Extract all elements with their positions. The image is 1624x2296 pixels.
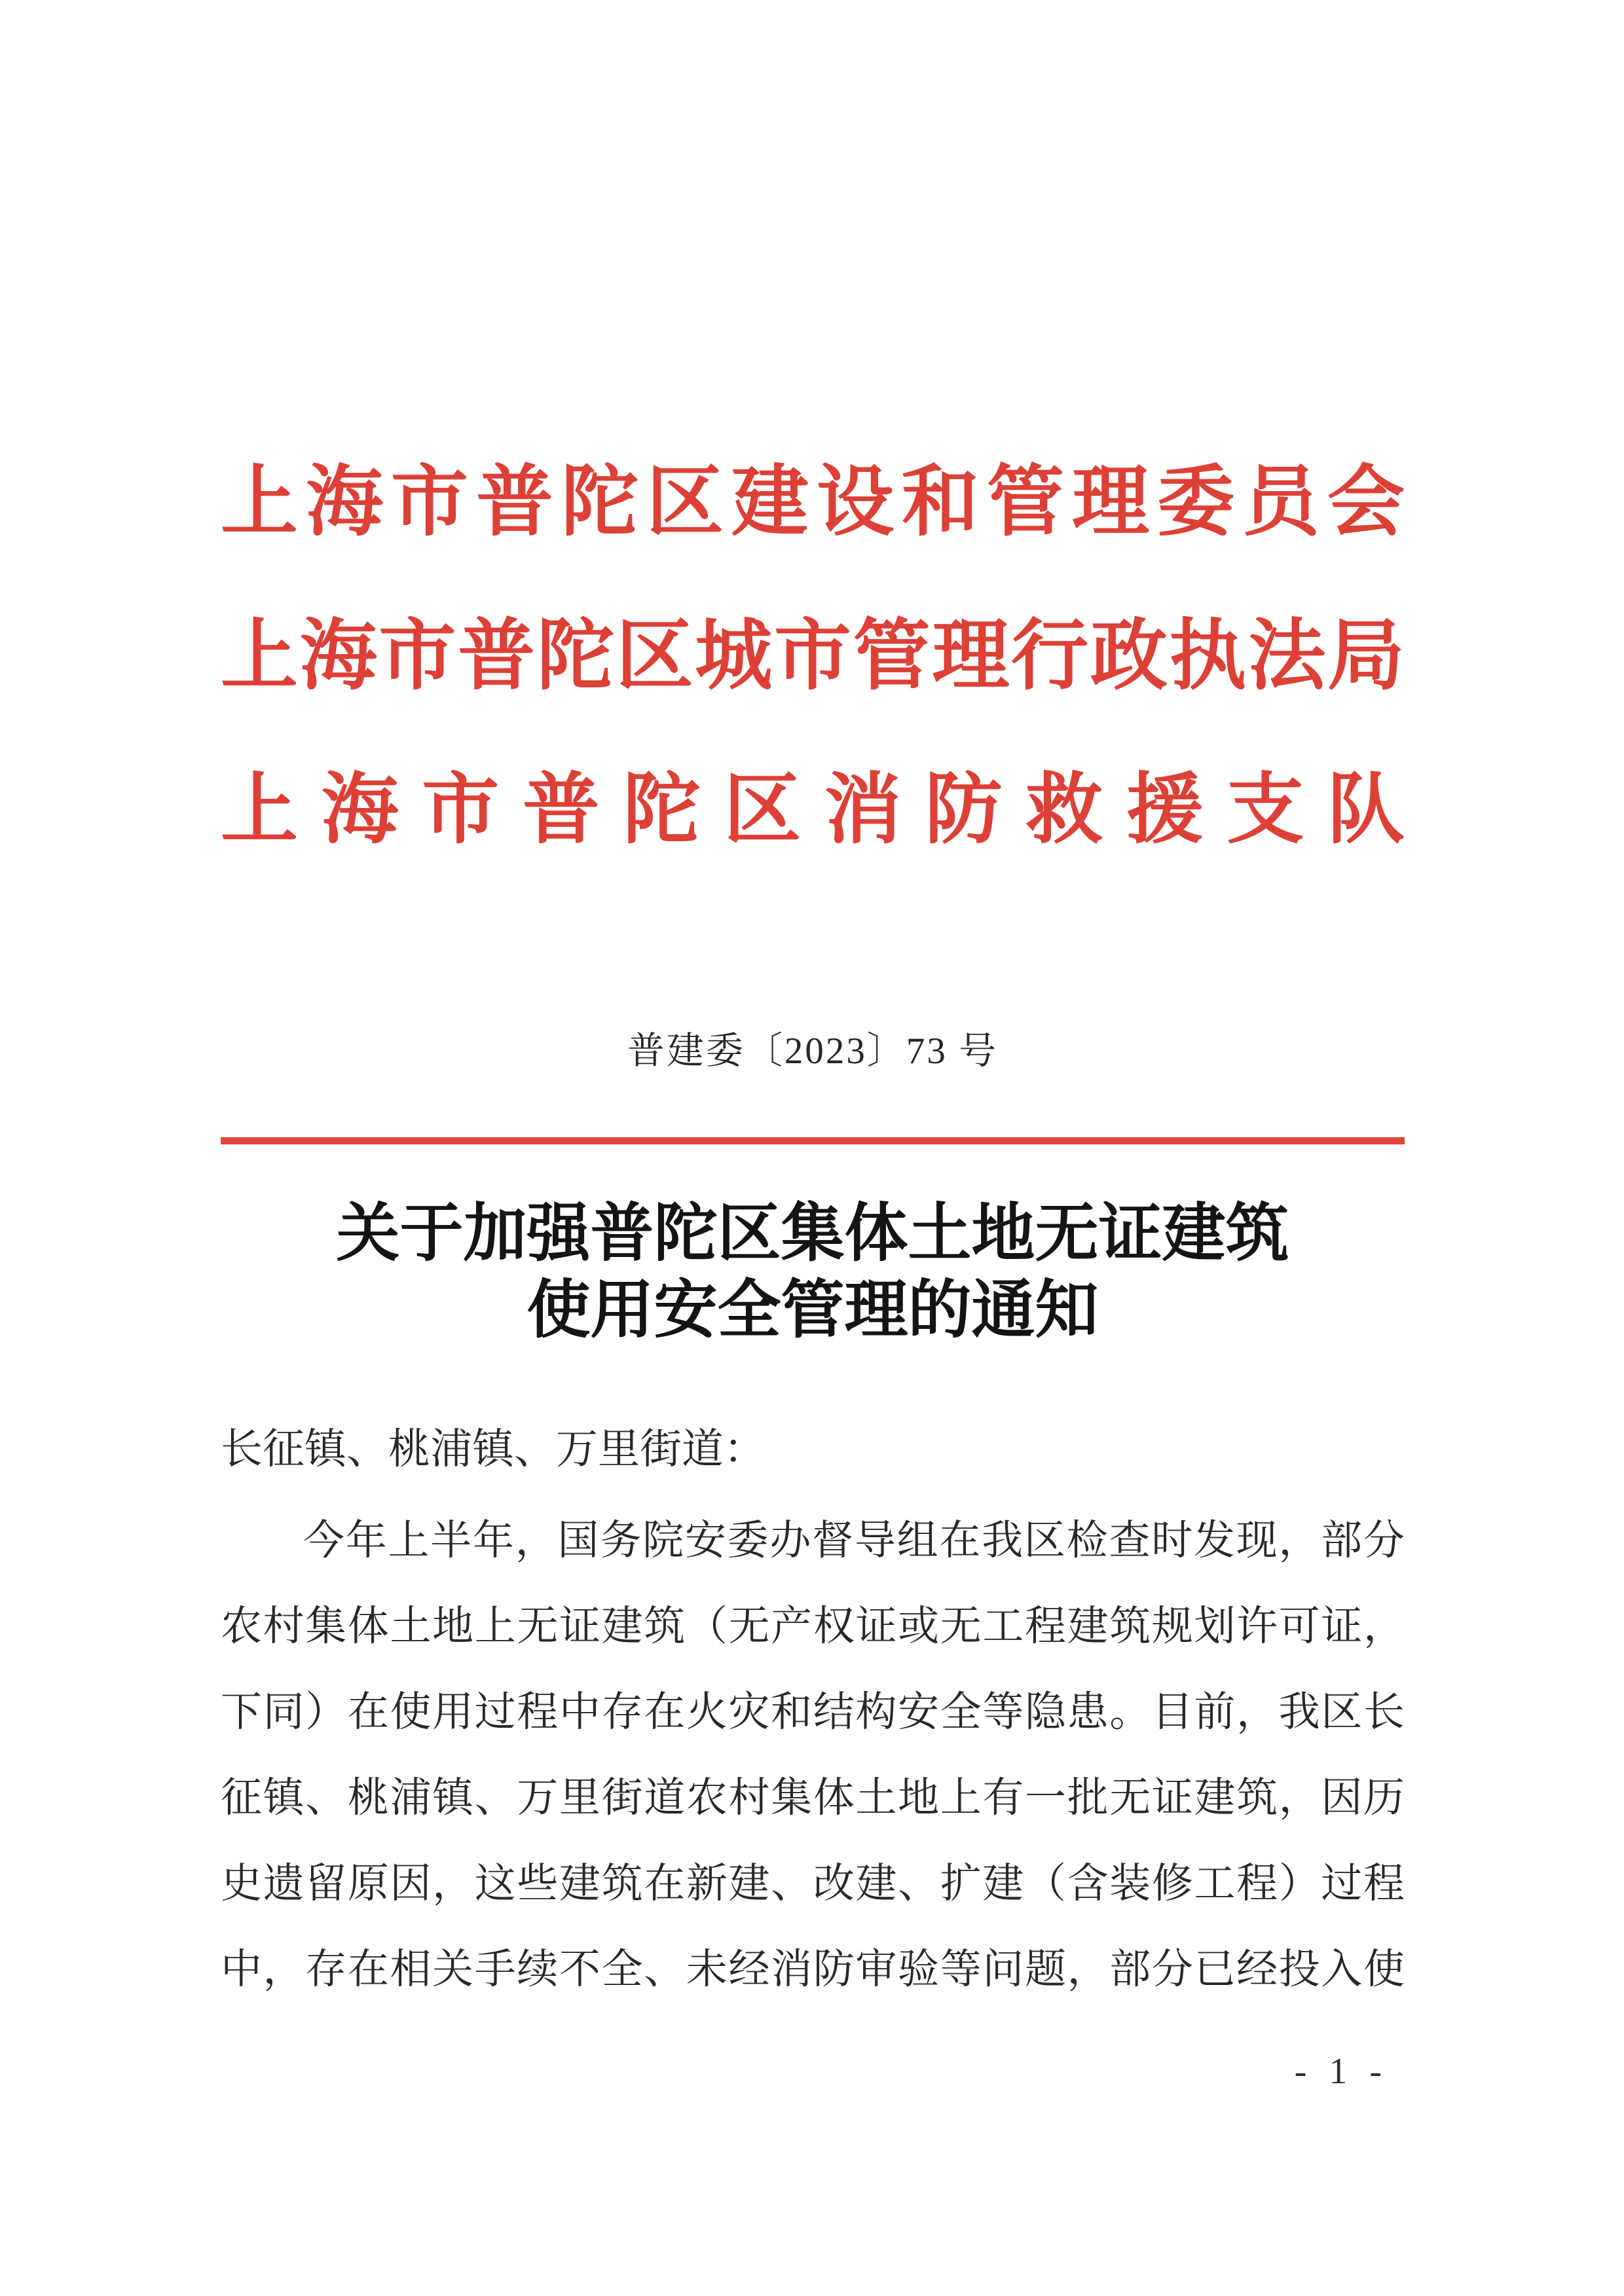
body-line-4: 征镇、桃浦镇、万里街道农村集体土地上有一批无证建筑，因历 (221, 1775, 1405, 1821)
document-title-line-1: 关于加强普陀区集体土地无证建筑 (336, 1199, 1289, 1269)
document-title-line-2: 使用安全管理的通知 (526, 1275, 1099, 1345)
letterhead-line-2: 上海市普陀区城市管理行政执法局 (221, 613, 1405, 699)
salutation: 长征镇、桃浦镇、万里街道： (221, 1426, 766, 1472)
body-line-6: 中，存在相关手续不全、未经消防审验等问题，部分已经投入使 (221, 1946, 1405, 1992)
page-number: - 1 - (1294, 2051, 1388, 2092)
letterhead (221, 426, 1405, 887)
body-line-2: 农村集体土地上无证建筑（无产权证或无工程建筑规划许可证， (221, 1603, 1405, 1649)
letterhead-line-3: 上海市普陀区消防救援支队 (221, 767, 1405, 853)
red-divider-line (221, 1137, 1405, 1144)
document-title (221, 1195, 1405, 1349)
body-paragraph (221, 1498, 1405, 2013)
body-line-5: 史遗留原因，这些建筑在新建、改建、扩建（含装修工程）过程 (221, 1861, 1405, 1906)
body-line-1: 今年上半年，国务院安委办督导组在我区检查时发现，部分 (303, 1518, 1405, 1563)
document-number: 普建委〔2023〕73 号 (627, 1030, 999, 1072)
letterhead-line-1: 上海市普陀区建设和管理委员会 (221, 460, 1405, 545)
body-line-3: 下同）在使用过程中存在火灾和结构安全等隐患。目前，我区长 (221, 1689, 1405, 1735)
